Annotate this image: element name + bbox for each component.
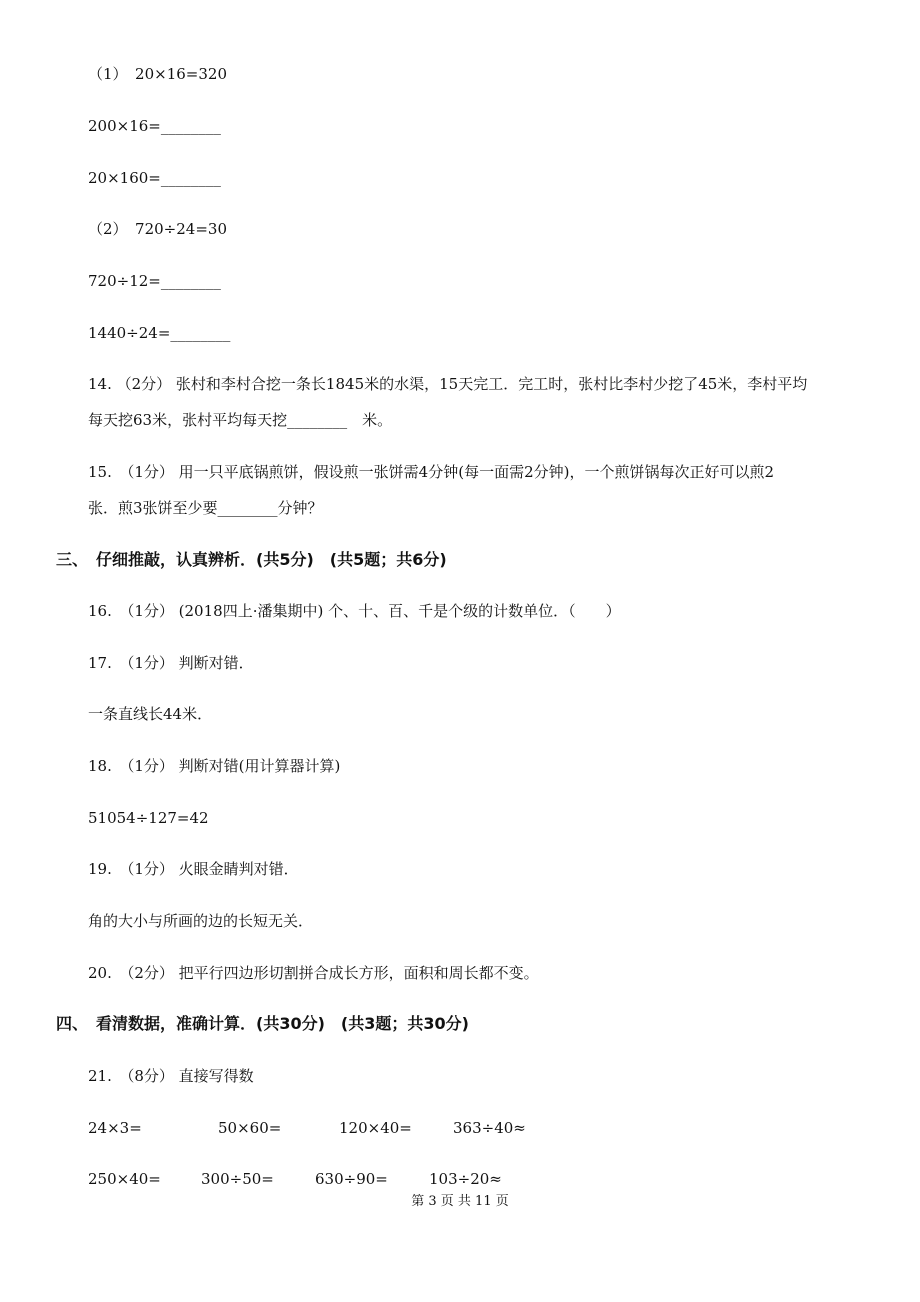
q18-line1: 18. （1分） 判断对错(用计算器计算): [88, 757, 341, 775]
q21-cell: 300÷50=: [201, 1170, 274, 1188]
q15-line2: 张．煎3张饼至少要________分钟？: [88, 499, 323, 517]
q13-part2-b: 1440÷24=________: [88, 324, 231, 342]
q19-line2: 角的大小与所画的边的长短无关．: [88, 912, 314, 930]
q21-cell: 250×40=: [88, 1170, 161, 1188]
q21-cell: 50×60=: [218, 1119, 282, 1137]
q17-line2: 一条直线长44米．: [88, 705, 213, 723]
q21-cell: 363÷40≈: [453, 1119, 526, 1137]
q18-line2: 51054÷127=42: [88, 809, 209, 827]
q13-part1-label: （1） 20×16=320: [88, 65, 227, 83]
q19-line1: 19. （1分） 火眼金睛判对错．: [88, 860, 299, 878]
q13-part1-b: 20×160=________: [88, 169, 221, 187]
q17-line1: 17. （1分） 判断对错．: [88, 654, 254, 672]
q20-line1: 20. （2分） 把平行四边形切割拼合成长方形，面积和周长都不变。: [88, 964, 539, 982]
q13-part2-a: 720÷12=________: [88, 272, 221, 290]
q14-line2: 每天挖63米，张村平均每天挖________ 米。: [88, 411, 393, 429]
q21-line1: 21. （8分） 直接写得数: [88, 1067, 254, 1085]
q13-part1-a: 200×16=________: [88, 117, 221, 135]
page-footer: 第 3 页 共 11 页: [411, 1194, 509, 1209]
q21-cell: 630÷90=: [315, 1170, 388, 1188]
q13-part2-label: （2） 720÷24=30: [88, 220, 227, 238]
q14-line1: 14. （2分） 张村和李村合挖一条长1845米的水渠，15天完工．完工时，张村比李村少挖了45米，李村平均: [88, 375, 808, 393]
q15-line1: 15. （1分） 用一只平底锅煎饼，假设煎一张饼需4分钟(每一面需2分钟)，一个煎饼锅每次正好可以煎2: [88, 463, 775, 481]
q21-cell: 120×40=: [339, 1119, 412, 1137]
q16-line1: 16. （1分） (2018四上·潘集期中) 个、十、百、千是个级的计数单位．（ ）: [88, 602, 621, 620]
q21-cell: 24×3=: [88, 1119, 142, 1137]
section3-title: 三、 仔细推敲，认真辨析．(共5分) (共5题；共6分): [56, 550, 447, 569]
section4-title: 四、 看清数据，准确计算．(共30分) (共3题；共30分): [56, 1014, 469, 1033]
q21-cell: 103÷20≈: [429, 1170, 502, 1188]
